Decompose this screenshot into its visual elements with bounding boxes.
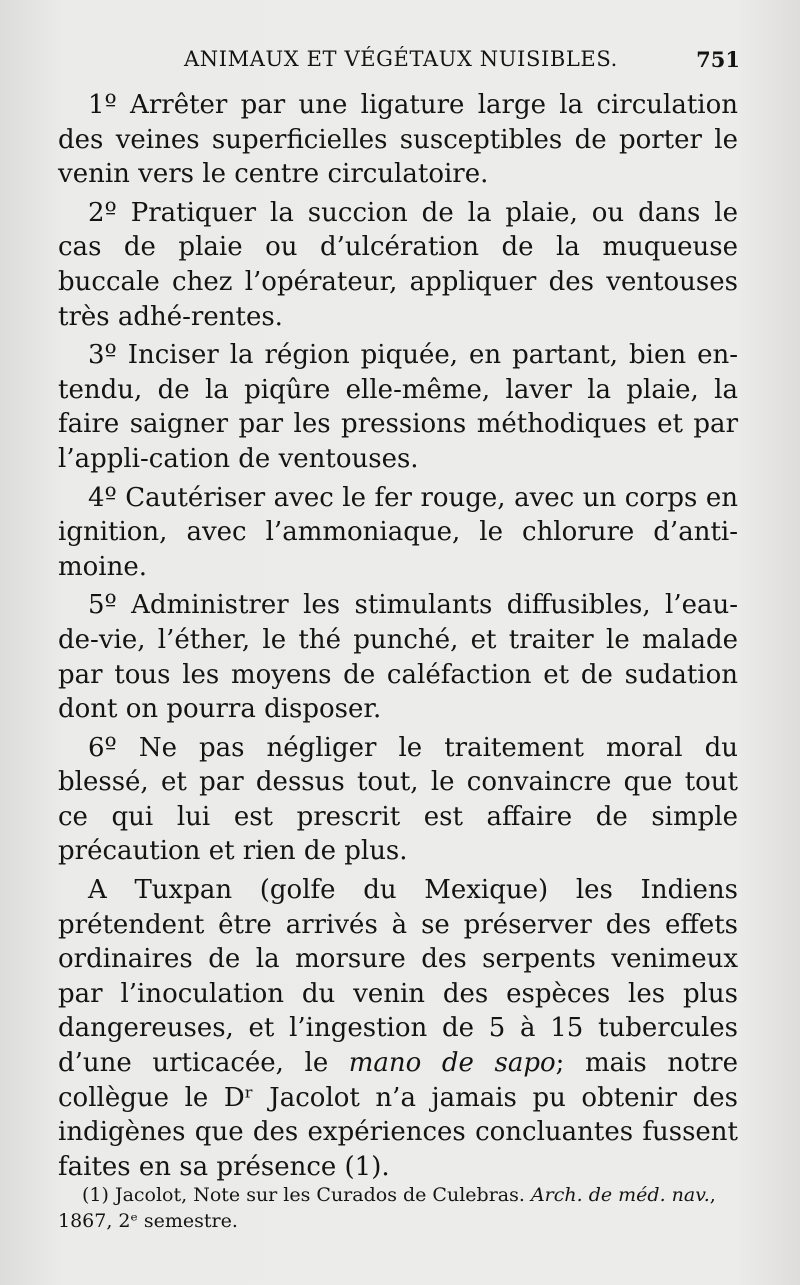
paragraph-item-6: 6º Ne pas négliger le traitement moral du blessé, et par dessus tout, le convaincre que tout ce qui lui est prescrit est affaire de simple précaution et rien de plus. [58,732,738,867]
paragraph-item-5: 5º Administrer les stimulants diffusibles, l’eau-de-vie, l’éther, le thé punché, et traiter le malade par tous les moyens de caléfaction et de sudation dont on pourra disposer. [58,590,738,725]
running-title: ANIMAUX ET VÉGÉTAUX NUISIBLES. [184,47,618,71]
page-header [62,43,740,83]
page-number: 751 [696,47,740,72]
footnote-text-start: (1) Jacolot, Note sur les Curados de Culebras. [82,1184,531,1206]
tuxpan-text-start: A Tuxpan (golfe du Mexique) les Indiens prétendent être arrivés à se préserver des effets ordinaires de la morsure des serpents venimeux par l’inoculation du venin des espèces les plus dangereuses, et l’ingestion de 5 à 15 tubercules d’une urticacée, le [58,875,738,1079]
mano-de-sapo-term: mano de sapo [348,1048,556,1079]
paragraph-item-4: 4º Cautériser avec le fer rouge, avec un corps en ignition, avec l’ammoniaque, le chlorure d’anti-moine. [58,482,738,582]
footnote [58,1182,738,1234]
body-text [58,88,738,1184]
paragraph-item-2: 2º Pratiquer la succion de la plaie, ou dans le cas de plaie ou d’ulcération de la muqueuse buccale chez l’opérateur, appliquer des ventouses très adhé-rentes. [58,197,738,332]
paragraph-item-3: 3º Inciser la région piquée, en partant, bien en-tendu, de la piqûre elle-même, laver la plaie, la faire saigner par les pressions méthodiques et par l’appli-cation de ventouses. [58,340,738,474]
tuxpan-text-end: ; mais notre collègue le Dʳ Jacolot n’a jamais pu obtenir des indigènes que des expériences concluantes fussent faites en sa présence (1). [58,1048,738,1182]
tuxpan-paragraph [58,873,738,1184]
footnote-journal: Arch. de méd. nav. [530,1184,710,1206]
paragraph-item-1: 1º Arrêter par une ligature large la circulation des veines superficielles susceptibles de porter le venin vers le centre circulatoire. [58,90,738,190]
footnote-text-end: , 1867, 2ᵉ semestre. [58,1184,716,1232]
